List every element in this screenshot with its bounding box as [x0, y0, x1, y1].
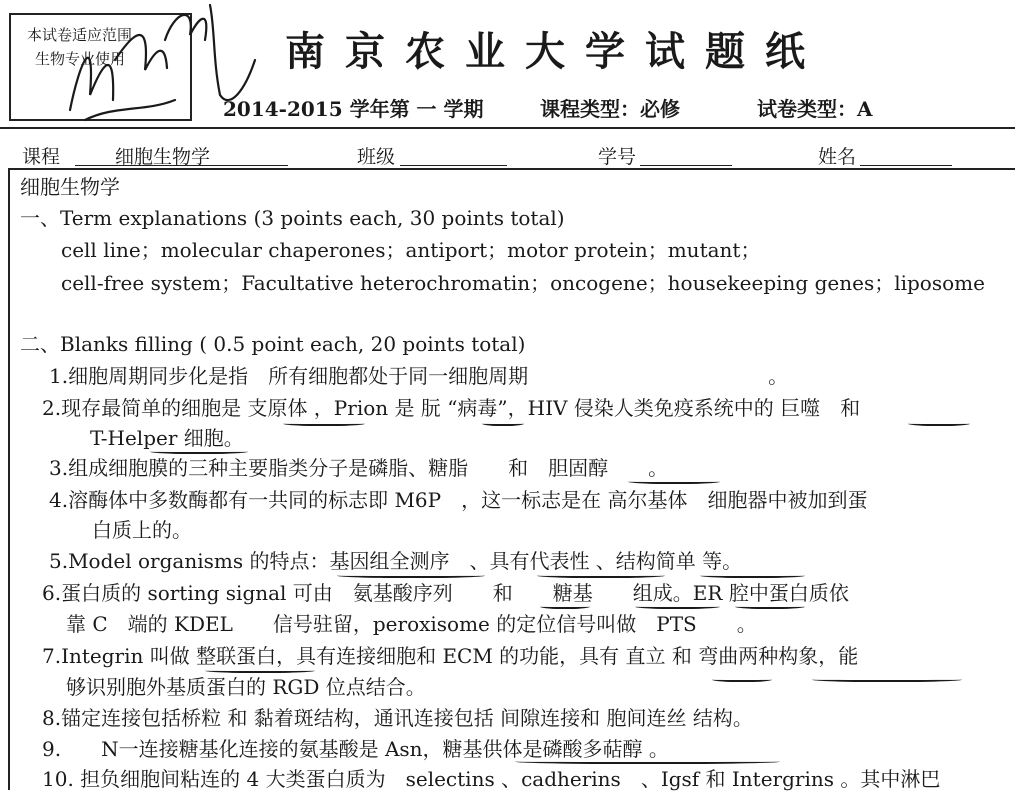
- question-1: 1.细胞周期同步化是指 所有细胞都处于同一细胞周期 。: [49, 364, 789, 388]
- question-7-line-1: 7.Integrin 叫做 整联蛋白，具有连接细胞和 ECM 的功能，具有 直立 和 弯曲两种构象，能: [42, 644, 859, 668]
- exam-type: 试卷类型：A: [757, 97, 873, 121]
- stamp-line-1: 本试卷适应范围: [27, 26, 133, 44]
- ink-underline: [150, 448, 248, 454]
- ink-underline: [735, 603, 805, 609]
- question-10: 10. 担负细胞间粘连的 4 大类蛋白质为 selectins 、cadherins 、Igsf 和 Intergrins 。其中淋巴: [42, 767, 941, 791]
- student-id-underline: [640, 165, 732, 166]
- subject-heading: 细胞生物学: [20, 175, 120, 199]
- student-id-label: 学号: [598, 146, 637, 168]
- question-2-line-2: T-Helper 细胞。: [90, 426, 244, 450]
- course-underline: [75, 165, 288, 166]
- ink-underline: [540, 603, 590, 609]
- course-type: 课程类型：必修: [540, 97, 680, 121]
- question-7-line-2: 够识别胞外基质蛋白的 RGD 位点结合。: [66, 675, 426, 699]
- question-4-line-2: 白质上的。: [92, 518, 192, 542]
- ink-underline: [205, 667, 315, 673]
- ink-underline: [337, 572, 485, 578]
- content-left-border: [8, 168, 10, 790]
- name-underline: [860, 165, 952, 166]
- ink-underline: [283, 420, 365, 426]
- header-divider: [0, 127, 1015, 129]
- question-3: 3.组成细胞膜的三种主要脂类分子是磷脂、糖脂 和 胆固醇 。: [49, 456, 669, 480]
- section-1-title: 一、Term explanations (3 points each, 30 points total): [20, 206, 565, 230]
- exam-paper-title: 南京农业大学试题纸: [285, 28, 825, 75]
- content-top-border: [8, 168, 1015, 170]
- ink-underline: [635, 603, 720, 609]
- name-label: 姓名: [818, 146, 857, 168]
- ink-underline: [482, 420, 524, 426]
- class-underline: [400, 165, 507, 166]
- question-9: 9. N一连接糖基化连接的氨基酸是 Asn，糖基供体是磷酸多萜醇 。: [42, 737, 669, 761]
- ink-underline: [628, 478, 720, 484]
- question-5: 5.Model organisms 的特点：基因组全测序 、具有代表性 、结构简单 等。: [49, 549, 743, 573]
- question-2-line-1: 2.现存最简单的细胞是 支原体 ，Prion 是 朊 “病毒”，HIV 侵染人类免疫系统中的 巨噬 和: [42, 396, 861, 420]
- academic-term: 2014-2015 学年第 一 学期: [223, 97, 484, 121]
- ink-underline: [712, 676, 772, 682]
- course-value: 细胞生物学: [115, 146, 211, 168]
- stamp-line-2: 生物专业使用: [35, 50, 126, 68]
- terms-line-1: cell line；molecular chaperones；antiport；motor protein；mutant；: [61, 238, 761, 262]
- terms-line-2: cell-free system；Facultative heterochromatin；oncogene；housekeeping genes；liposome: [61, 271, 985, 295]
- question-6-line-1: 6.蛋白质的 sorting signal 可由 氨基酸序列 和 糖基 组成。ER 腔中蛋白质依: [42, 581, 849, 605]
- ink-underline: [908, 420, 970, 426]
- ink-underline: [537, 572, 665, 578]
- question-6-line-2: 靠 C 端的 KDEL 信号驻留，peroxisome 的定位信号叫做 PTS 。: [66, 612, 757, 636]
- course-label: 课程: [22, 146, 61, 168]
- question-4-line-1: 4.溶酶体中多数酶都有一共同的标志即 M6P ，这一标志是在 高尔基体 细胞器中被加到蛋: [49, 488, 868, 512]
- ink-underline: [700, 572, 805, 578]
- class-label: 班级: [357, 146, 396, 168]
- question-8: 8.锚定连接包括桥粒 和 黏着斑结构，通讯连接包括 间隙连接和 胞间连丝 结构。: [42, 706, 753, 730]
- section-2-title: 二、Blanks filling ( 0.5 point each, 20 points total): [20, 332, 526, 356]
- ink-underline: [515, 758, 780, 764]
- ink-underline: [812, 676, 962, 682]
